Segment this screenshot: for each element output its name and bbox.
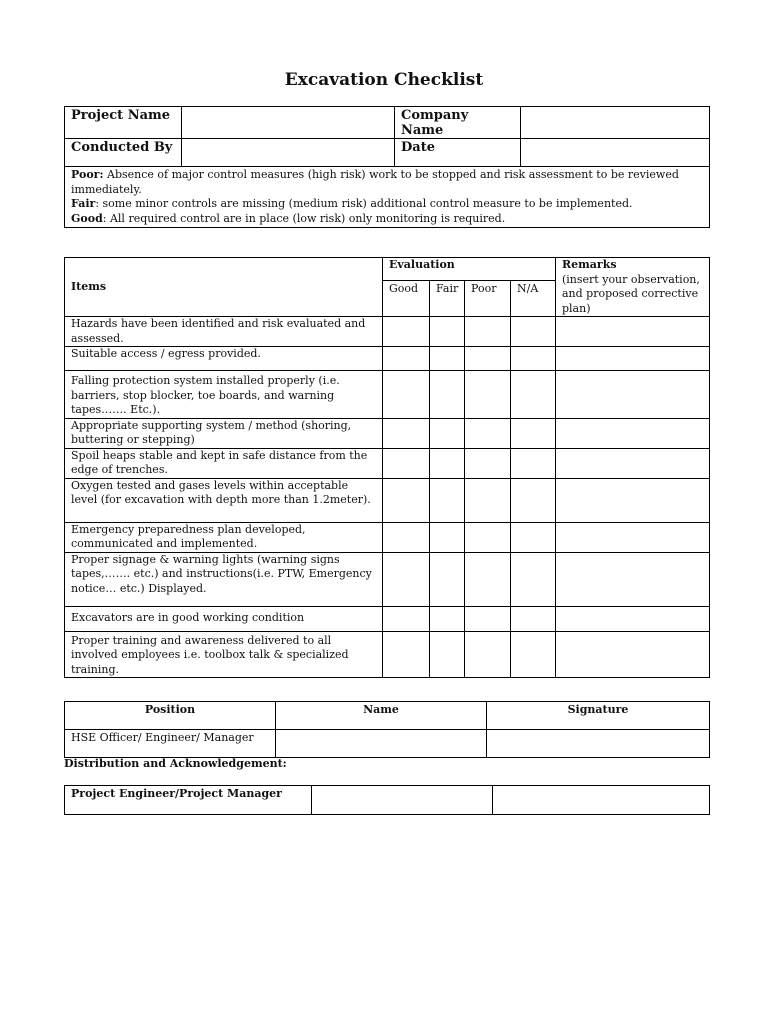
eval-poor-cell[interactable] bbox=[465, 418, 511, 448]
checklist-item: Proper signage & warning lights (warning signs tapes,……. etc.) and instructions(i.e. PTW, Emergency notice… etc.) Displayed. bbox=[65, 552, 383, 606]
checklist-item: Excavators are in good working condition bbox=[65, 606, 383, 631]
project-engineer-label: Project Engineer/Project Manager bbox=[65, 786, 312, 815]
remarks-cell[interactable] bbox=[556, 552, 710, 606]
table-row bbox=[65, 448, 710, 478]
date-label: Date bbox=[395, 139, 521, 167]
project-name-label: Project Name bbox=[65, 107, 182, 139]
table-row bbox=[65, 478, 710, 522]
eval-col-poor: Poor bbox=[465, 280, 511, 316]
remarks-note: (insert your observation, and proposed corrective plan) bbox=[562, 272, 700, 315]
eval-good-cell[interactable] bbox=[383, 631, 430, 678]
remarks-cell[interactable] bbox=[556, 317, 710, 347]
eval-good-cell[interactable] bbox=[383, 317, 430, 347]
legend-fair-term: Fair bbox=[71, 197, 96, 210]
checklist-item: Spoil heaps stable and kept in safe distance from the edge of trenches. bbox=[65, 448, 383, 478]
legend-good-term: Good bbox=[71, 211, 103, 225]
position-header: Position bbox=[65, 702, 276, 730]
eval-good-cell[interactable] bbox=[383, 552, 430, 606]
eval-good-cell[interactable] bbox=[383, 522, 430, 552]
checklist-table bbox=[64, 257, 710, 678]
eval-poor-cell[interactable] bbox=[465, 552, 511, 606]
conducted-by-field[interactable] bbox=[182, 139, 395, 167]
signature-header: Signature bbox=[487, 702, 710, 730]
hse-position-cell: HSE Officer/ Engineer/ Manager bbox=[65, 730, 276, 758]
remarks-cell[interactable] bbox=[556, 631, 710, 678]
remarks-cell[interactable] bbox=[556, 478, 710, 522]
eval-na-cell[interactable] bbox=[511, 418, 556, 448]
legend-poor-text: Absence of major control measures (high risk) work to be stopped and risk assessment to be reviewed immediately. bbox=[71, 168, 679, 196]
table-row bbox=[65, 371, 710, 419]
eval-poor-cell[interactable] bbox=[465, 371, 511, 419]
rating-legend bbox=[65, 167, 710, 228]
checklist-item: Falling protection system installed properly (i.e. barriers, stop blocker, toe boards, and warning tapes……. Etc.). bbox=[65, 371, 383, 419]
company-name-label: Company Name bbox=[395, 107, 521, 139]
eval-poor-cell[interactable] bbox=[465, 631, 511, 678]
hse-name-field[interactable] bbox=[276, 730, 487, 758]
remarks-cell[interactable] bbox=[556, 371, 710, 419]
eval-good-cell[interactable] bbox=[383, 371, 430, 419]
eval-fair-cell[interactable] bbox=[430, 371, 465, 419]
checklist-item: Suitable access / egress provided. bbox=[65, 347, 383, 371]
eval-fair-cell[interactable] bbox=[430, 631, 465, 678]
project-info-table bbox=[64, 106, 710, 228]
eval-good-cell[interactable] bbox=[383, 606, 430, 631]
eval-good-cell[interactable] bbox=[383, 478, 430, 522]
items-header: Items bbox=[65, 258, 383, 317]
eval-fair-cell[interactable] bbox=[430, 478, 465, 522]
eval-na-cell[interactable] bbox=[511, 606, 556, 631]
name-header: Name bbox=[276, 702, 487, 730]
table-row bbox=[65, 347, 710, 371]
eval-col-na: N/A bbox=[511, 280, 556, 316]
eval-na-cell[interactable] bbox=[511, 448, 556, 478]
checklist-item: Proper training and awareness delivered to all involved employees i.e. toolbox talk & specialized training. bbox=[65, 631, 383, 678]
remarks-cell[interactable] bbox=[556, 522, 710, 552]
remarks-cell[interactable] bbox=[556, 448, 710, 478]
page-title: Excavation Checklist bbox=[284, 70, 484, 90]
project-engineer-signature-field[interactable] bbox=[493, 786, 710, 815]
distribution-heading: Distribution and Acknowledgement: bbox=[64, 757, 287, 770]
eval-poor-cell[interactable] bbox=[465, 606, 511, 631]
evaluation-header: Evaluation bbox=[383, 258, 556, 281]
eval-fair-cell[interactable] bbox=[430, 606, 465, 631]
table-row bbox=[65, 552, 710, 606]
date-field[interactable] bbox=[521, 139, 710, 167]
eval-na-cell[interactable] bbox=[511, 478, 556, 522]
legend-good-text: : All required control are in place (low risk) only monitoring is required. bbox=[102, 211, 506, 225]
company-name-field[interactable] bbox=[521, 107, 710, 139]
table-row bbox=[65, 522, 710, 552]
checklist-item: Oxygen tested and gases levels within acceptable level (for excavation with depth more than 1.2meter). bbox=[65, 478, 383, 522]
eval-poor-cell[interactable] bbox=[465, 317, 511, 347]
table-row bbox=[65, 317, 710, 347]
eval-poor-cell[interactable] bbox=[465, 347, 511, 371]
eval-fair-cell[interactable] bbox=[430, 317, 465, 347]
checklist-item: Hazards have been identified and risk evaluated and assessed. bbox=[65, 317, 383, 347]
eval-na-cell[interactable] bbox=[511, 317, 556, 347]
project-engineer-name-field[interactable] bbox=[312, 786, 493, 815]
remarks-header bbox=[556, 258, 710, 317]
legend-poor-term: Poor: bbox=[71, 168, 104, 181]
eval-good-cell[interactable] bbox=[383, 347, 430, 371]
legend-fair-text: : some minor controls are missing (medium risk) additional control measure to be implemented. bbox=[95, 197, 633, 210]
table-row bbox=[65, 418, 710, 448]
remarks-title: Remarks bbox=[562, 258, 617, 271]
eval-na-cell[interactable] bbox=[511, 347, 556, 371]
eval-na-cell[interactable] bbox=[511, 552, 556, 606]
distribution-table bbox=[64, 785, 710, 815]
eval-poor-cell[interactable] bbox=[465, 522, 511, 552]
checklist-item: Emergency preparedness plan developed, communicated and implemented. bbox=[65, 522, 383, 552]
checklist-item: Appropriate supporting system / method (shoring, buttering or stepping) bbox=[65, 418, 383, 448]
eval-good-cell[interactable] bbox=[383, 448, 430, 478]
hse-signature-field[interactable] bbox=[487, 730, 710, 758]
signoff-table bbox=[64, 701, 710, 758]
remarks-cell[interactable] bbox=[556, 347, 710, 371]
remarks-cell[interactable] bbox=[556, 418, 710, 448]
eval-fair-cell[interactable] bbox=[430, 418, 465, 448]
table-row bbox=[65, 631, 710, 678]
eval-poor-cell[interactable] bbox=[465, 448, 511, 478]
eval-na-cell[interactable] bbox=[511, 631, 556, 678]
eval-fair-cell[interactable] bbox=[430, 347, 465, 371]
eval-fair-cell[interactable] bbox=[430, 552, 465, 606]
eval-fair-cell[interactable] bbox=[430, 522, 465, 552]
remarks-cell[interactable] bbox=[556, 606, 710, 631]
eval-col-fair: Fair bbox=[430, 280, 465, 316]
eval-na-cell[interactable] bbox=[511, 371, 556, 419]
eval-fair-cell[interactable] bbox=[430, 448, 465, 478]
project-name-field[interactable] bbox=[182, 107, 395, 139]
eval-poor-cell[interactable] bbox=[465, 478, 511, 522]
eval-na-cell[interactable] bbox=[511, 522, 556, 552]
conducted-by-label: Conducted By bbox=[65, 139, 182, 167]
eval-good-cell[interactable] bbox=[383, 418, 430, 448]
table-row bbox=[65, 606, 710, 631]
eval-col-good: Good bbox=[383, 280, 430, 316]
